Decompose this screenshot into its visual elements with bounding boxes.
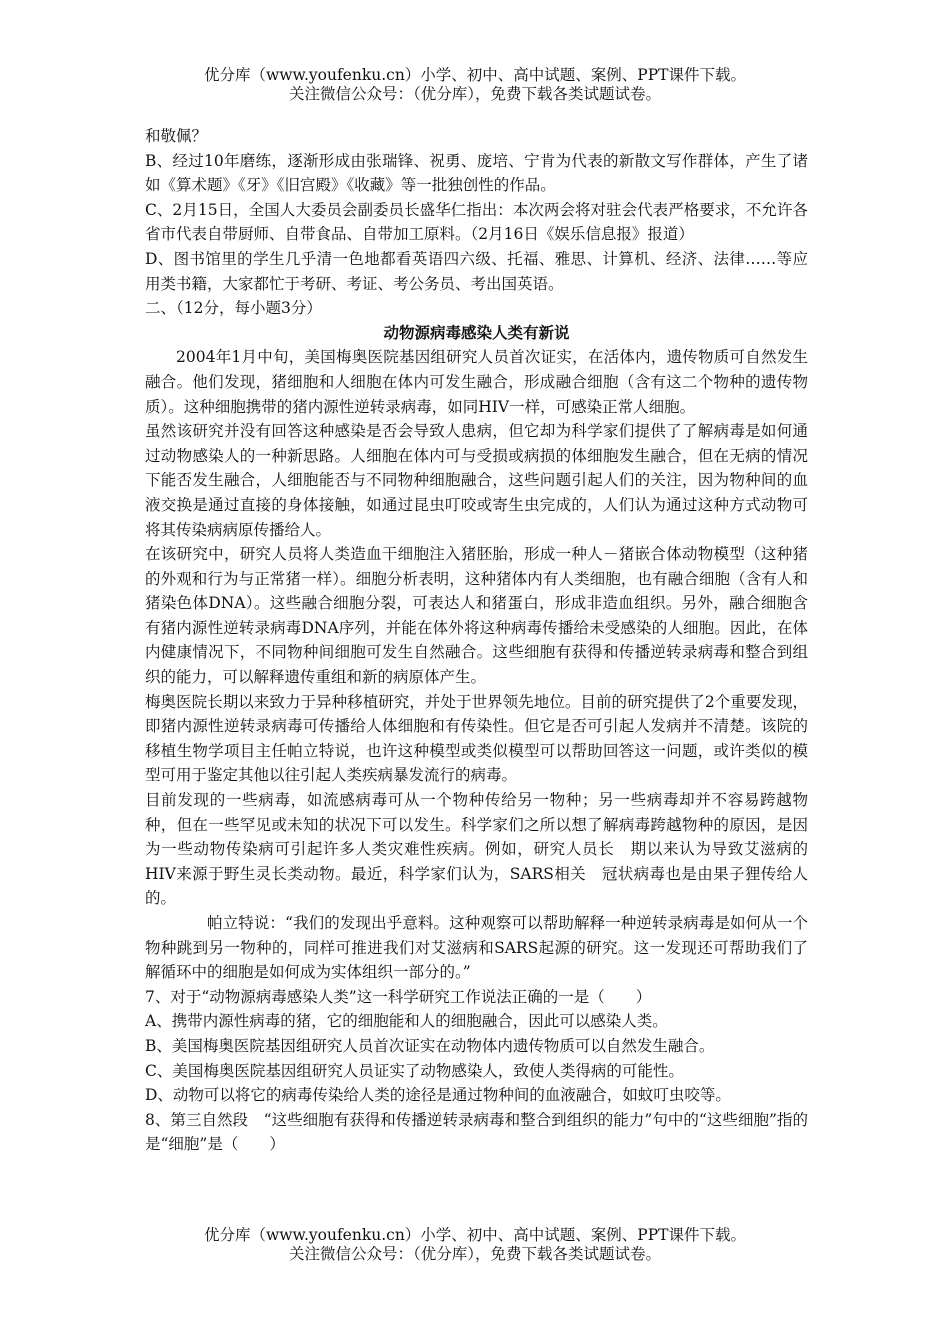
question-7-option-b: B、美国梅奥医院基因组研究人员首次证实在动物体内遗传物质可以自然发生融合。 (145, 1036, 715, 1055)
footer-line-2: 关注微信公众号：（优分库），免费下载各类试题试卷。 (288, 1245, 661, 1263)
header-line-1: 优分库（www.youfenku.cn）小学、初中、高中试题、案例、PPT课件下载。 (203, 66, 747, 84)
article-paragraph-1: 2004年1月中旬，美国梅奥医院基因组研究人员首次证实，在活体内，遗传物质可自然发生融合。他们发现，猪细胞和人细胞在体内可发生融合，形成融合细胞（含有这二个物种的遗传物质）。这种细胞携带的猪内源性逆转录病毒，如同HIV一样，可感染正常人细胞。 (145, 348, 808, 416)
article-paragraph-3: 在该研究中，研究人员将人类造血干细胞注入猪胚胎，形成一种人－猪嵌合体动物模型（这种猪的外观和行为与正常猪一样）。细胞分析表明，这种猪体内有人类细胞，也有融合细胞（含有人和猪染色体DNA）。这些融合细胞分裂，可表达人和猪蛋白，形成非造血组织。另外，融合细胞含有猪内源性逆转录病毒DNA序列，并能在体外将这种病毒传播给未受感染的人细胞。因此，在体内健康情况下，不同物种间细胞可发生自然融合。这些细胞有获得和传播逆转录病毒和整合到组织的能力，可以解释遗传重组和新的病原体产生。 (145, 545, 808, 687)
article-paragraph-6: 帕立特说：“我们的发现出乎意料。这种观察可以帮助解释一种逆转录病毒是如何从一个物种跳到另一物种的，同样可推进我们对艾滋病和SARS起源的研究。这一发现还可帮助我们了解循环中的细胞是如何成为实体组织一部分的。” (145, 914, 808, 982)
continuation-text: 和敬佩？ (145, 127, 208, 145)
page-header (0, 66, 950, 104)
question-7-option-c: C、美国梅奥医院基因组研究人员证实了动物感染人，致使人类得病的可能性。 (145, 1061, 684, 1080)
article-paragraph-4: 梅奥医院长期以来致力于异种移植研究，并处于世界领先地位。目前的研究提供了2个重要发现，即猪内源性逆转录病毒可传播给人体细胞和有传染性。但它是否可引起人发病并不清楚。该院的移植生物学项目主任帕立特说，也许这种模型或类似模型可以帮助回答这一问题，或许类似的模型可用于鉴定其他以往引起人类疾病暴发流行的病毒。 (145, 692, 808, 785)
option-c: C、2月15日，全国人大委员会副委员长盛华仁指出：本次两会将对驻会代表严格要求，不允许各省市代表自带厨师、自带食品、自带加工原料。（2月16日《娱乐信息报》报道） (145, 200, 808, 244)
header-line-2: 关注微信公众号：（优分库），免费下载各类试题试卷。 (288, 85, 661, 103)
footer-line-1: 优分库（www.youfenku.cn）小学、初中、高中试题、案例、PPT课件下载。 (203, 1226, 747, 1244)
section-heading: 二、（12分，每小题3分） (145, 299, 322, 318)
question-7: 7、对于“动物源病毒感染人类”这一科学研究工作说法正确的一是（ ） (145, 987, 652, 1006)
article-paragraph-2: 虽然该研究并没有回答这种感染是否会导致人患病，但它却为科学家们提供了了解病毒是如何通过动物感染人的一种新思路。人细胞在体内可与受损或病损的体细胞发生融合，但在无病的情况下能否发生融合，人细胞能否与不同物种细胞融合，这些问题引起人们的关注，因为物种间的血液交换是通过直接的身体接触，如通过昆虫叮咬或寄生虫完成的，人们认为通过这种方式动物可将其传染病病原传播给人。 (145, 422, 808, 539)
page-footer (0, 1226, 950, 1264)
article-paragraph-5: 目前发现的一些病毒，如流感病毒可从一个物种传给另一物种；另一些病毒却并不容易跨越物种，但在一些罕见或未知的状况下可以发生。科学家们之所以想了解病毒跨越物种的原因，是因为一些动物传染病可引起许多人类灾难性疾病。例如，研究人员长 期以来认为导致艾滋病的HIV来源于野生灵长类动物。最近，科学家们认为，SARS相关 冠状病毒也是由果子狸传给人的。 (145, 791, 808, 908)
question-7-option-d: D、动物可以将它的病毒传染给人类的途径是通过物种间的血液融合，如蚊叮虫咬等。 (145, 1086, 731, 1105)
document-body (145, 124, 808, 1157)
option-d: D、图书馆里的学生几乎清一色地都看英语四六级、托福、雅思、计算机、经济、法律……等应用类书籍，大家都忙于考研、考证、考公务员、考出国英语。 (145, 249, 808, 293)
option-b: B、经过10年磨练，逐渐形成由张瑞锋、祝勇、庞培、宁肯为代表的新散文写作群体，产生了诸如《算术题》《牙》《旧宫殿》《收藏》等一批独创性的作品。 (145, 151, 808, 195)
question-8: 8、第三自然段 “这些细胞有获得和传播逆转录病毒和整合到组织的能力”句中的“这些细胞”指的是“细胞”是（ ） (145, 1110, 808, 1154)
article-title: 动物源病毒感染人类有新说 (383, 323, 570, 342)
question-7-option-a: A、携带内源性病毒的猪，它的细胞能和人的细胞融合，因此可以感染人类。 (145, 1012, 668, 1031)
